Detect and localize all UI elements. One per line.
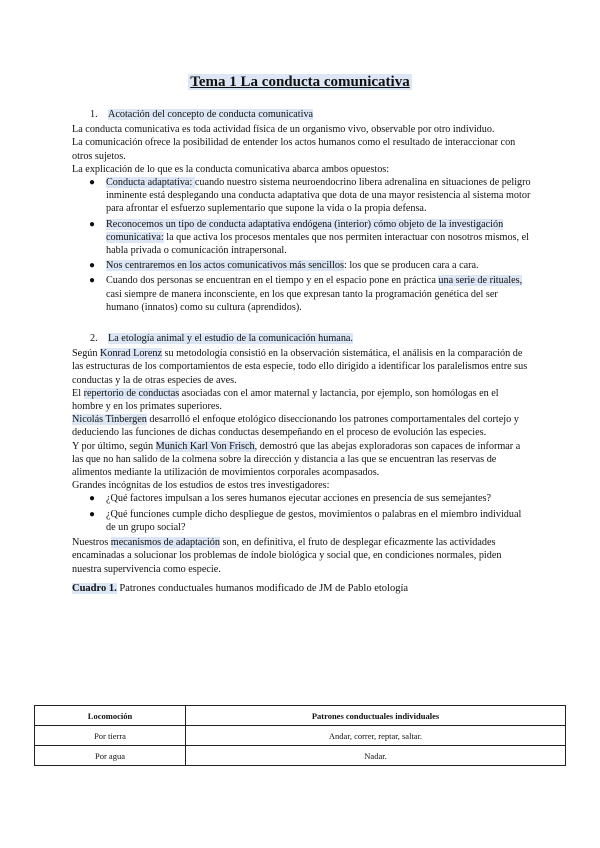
- section-1-paragraph: La explicación de lo que es la conducta comunicativa abarca ambos opuestos:: [72, 163, 390, 175]
- section-1-paragraph: La comunicación ofrece la posibilidad de entender los actos humanos como el resultado de interaccionar con otros sujetos.: [72, 137, 516, 162]
- page-title: Tema 1 La conducta comunicativa: [190, 74, 410, 90]
- behavior-table: [34, 705, 566, 766]
- section-1-bullet-list: [72, 176, 532, 314]
- section-1-heading: 1. Acotación del concepto de conducta comunicativa: [90, 109, 314, 120]
- list-item: ● Conducta adaptativa: cuando nuestro sistema neuroendocrino libera adrenalina en situaciones de peligro inminente está desplegando una conducta adaptativa que dota de una mayor resistencia al sistema motor para afrontar el esfuerzo suplementario que supone la vida o la propia defensa.: [89, 177, 531, 215]
- table-header-row: [35, 706, 566, 726]
- section-2-paragraph: Y por último, según Munich Karl Von Frisch, demostró que las abejas exploradoras son capaces de informar a las que no han salido de la colmena sobre la dirección y distancia a las que se encuentran las reservas de alimentos mediante la utilización de movimientos corporales acompasados.: [72, 440, 521, 479]
- section-1-paragraph: La conducta comunicativa es toda actividad física de un organismo vivo, observable por otro individuo.: [72, 124, 495, 136]
- list-item: ● Reconocemos un tipo de conducta adaptativa endógena (interior) cómo objeto de la investigación comunicativa: la que activa los procesos mentales que nos permiten interactuar con nosotros mismos, el habla privada o comunicación intrapersonal.: [89, 218, 529, 257]
- section-2-paragraph: Nuestros mecanismos de adaptación son, en definitiva, el fruto de desplegar eficazmente las actividades encaminadas a solucionar los problemas de índole biológica y social que, en condiciones normales, piden nuestra supervivencia como especie.: [72, 537, 502, 575]
- table-row: [35, 726, 566, 746]
- document-body: [72, 105, 532, 603]
- table-header-cell: Patrones conductuales individuales: [186, 706, 566, 726]
- bullet-icon: ●: [89, 177, 96, 189]
- section-2-heading: 2. La etología animal y el estudio de la comunicación humana.: [90, 333, 353, 345]
- list-item: ● ¿Qué funciones cumple dicho despliegue de gestos, movimientos o palabras en el miembro individual de un grupo social?: [89, 508, 522, 533]
- table-cell: Por agua: [35, 746, 186, 766]
- list-item: ● Nos centraremos en los actos comunicativos más sencillos: los que se producen cara a cara.: [89, 260, 479, 272]
- section-2-question-list: [72, 492, 532, 534]
- bullet-icon: ●: [89, 508, 96, 520]
- section-2-paragraph: Según Konrad Lorenz su metodología consistió en la observación sistemática, el análisis en la comparación de las estructuras de los comportamientos de esta especie, todo ello dirigido a identificar los paralelismos entre sus conductas y la de otras especies de aves.: [72, 348, 528, 386]
- list-item: ● Cuando dos personas se encuentran en el tiempo y en el espacio pone en práctica una serie de rituales, casi siempre de manera inconsciente, en los que expresan tanto la programación genética del ser humano (innatos) como su cultura (aprendidos).: [89, 275, 523, 313]
- section-2-paragraph: Grandes incógnitas de los estudios de estos tres investigadores:: [72, 480, 330, 492]
- bullet-icon: ●: [89, 218, 96, 230]
- bullet-icon: ●: [89, 275, 96, 287]
- table-cell: Por tierra: [35, 726, 186, 746]
- table-caption: Cuadro 1. Patrones conductuales humanos modificado de JM de Pablo etología: [72, 582, 409, 594]
- section-2-paragraph: El repertorio de conductas asociadas con el amor maternal y lactancia, por ejemplo, son homólogas en el hombre y en los primates superiores.: [72, 387, 499, 413]
- table-cell: Andar, correr, reptar, saltar.: [186, 726, 566, 746]
- bullet-icon: ●: [89, 260, 96, 272]
- table-header-cell: Locomoción: [35, 706, 186, 726]
- section-2-paragraph: Nicolás Tinbergen desarrolló el enfoque etológico diseccionando los patrones comportamentales del cortejo y deduciendo las funciones de dichas conductas desempeñando en el proceso de evolución las especies.: [72, 414, 519, 439]
- bullet-icon: ●: [89, 493, 96, 505]
- table-row: [35, 746, 566, 766]
- table-cell: Nadar.: [186, 746, 566, 766]
- list-item: ● ¿Qué factores impulsan a los seres humanos ejecutar acciones en presencia de sus semejantes?: [89, 493, 491, 505]
